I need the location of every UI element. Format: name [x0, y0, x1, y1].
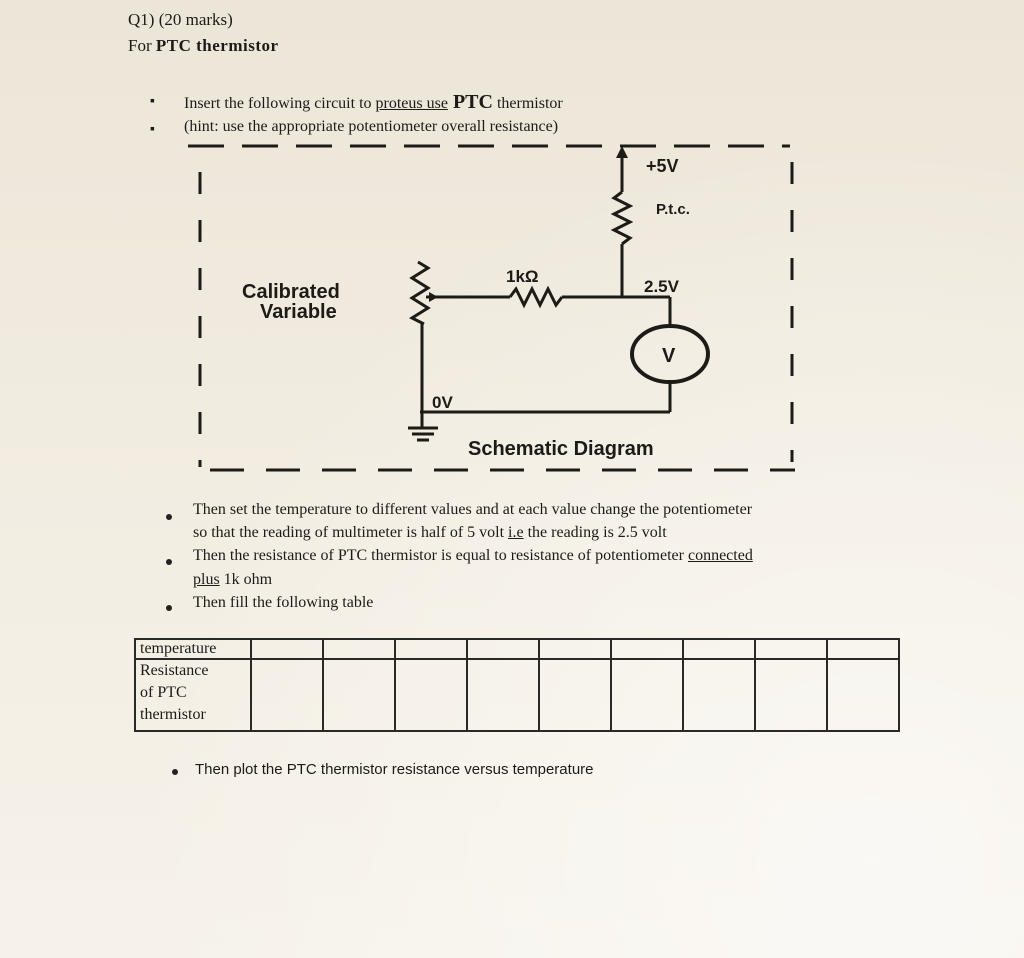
pot-label-2: Variable: [260, 301, 337, 323]
subheading-prefix: For: [128, 36, 156, 55]
table-cell[interactable]: [827, 659, 899, 731]
proteus-link: proteus use: [375, 95, 448, 112]
temperature-header: temperature: [135, 639, 251, 659]
bullet-dot-icon: [166, 559, 172, 565]
table-cell[interactable]: [323, 659, 395, 731]
resistance-header: [135, 659, 251, 731]
table-cell[interactable]: [467, 659, 539, 731]
step-2-text: Then the resistance of PTC thermistor is equal to resistance of potentiometer: [193, 547, 688, 564]
bullet-icon: ▪: [150, 94, 155, 109]
ie-text: i.e: [508, 524, 524, 541]
question-subheading: [128, 36, 279, 56]
instruction-line-2: (hint: use the appropriate potentiometer overall resistance): [184, 118, 559, 135]
table-cell[interactable]: [683, 639, 755, 659]
table-cell[interactable]: [251, 639, 323, 659]
connected-text: connected: [687, 547, 753, 564]
table-cell[interactable]: [395, 639, 467, 659]
table-cell[interactable]: [467, 639, 539, 659]
step-2-line-a: [193, 547, 753, 565]
potentiometer: [412, 262, 428, 324]
wiper-arrow-icon: [429, 292, 438, 302]
bullet-dot-icon: [172, 769, 178, 775]
table-cell[interactable]: [611, 659, 683, 731]
ground-label: 0V: [432, 393, 453, 412]
step-1-text-end: the reading is 2.5 volt: [523, 524, 667, 541]
table-cell[interactable]: [323, 639, 395, 659]
instruction-line-1: [184, 91, 563, 114]
resistor-label: 1kΩ: [506, 267, 539, 286]
table-cell[interactable]: [683, 659, 755, 731]
step-1-text: so that the reading of multimeter is half of 5 volt: [193, 524, 509, 541]
instruction-text-end: thermistor: [492, 95, 563, 112]
table-cell[interactable]: [827, 639, 899, 659]
subheading-topic: PTC thermistor: [155, 36, 279, 55]
table-cell[interactable]: [251, 659, 323, 731]
plus-text: plus: [193, 571, 220, 588]
ptc-label: P.t.c.: [656, 201, 690, 218]
step-2-text-end: 1k ohm: [219, 571, 273, 588]
meter-label: V: [662, 345, 676, 367]
resistance-header-line-3: thermistor: [140, 706, 206, 723]
table-row: [135, 659, 899, 731]
one-k-resistor: [510, 289, 562, 305]
ptc-bold-text: PTC: [447, 91, 493, 113]
table-cell[interactable]: [395, 659, 467, 731]
table-cell[interactable]: [539, 639, 611, 659]
question-heading: Q1) (20 marks): [128, 10, 233, 29]
table-cell[interactable]: [755, 639, 827, 659]
instruction-text: Insert the following circuit to: [184, 95, 376, 112]
table-row: [135, 639, 899, 659]
resistance-header-line-1: Resistance: [140, 662, 209, 679]
circuit-diagram: [180, 132, 810, 482]
step-2-line-b: [193, 571, 272, 589]
bullet-dot-icon: [166, 514, 172, 520]
bullet-icon: ▪: [150, 122, 155, 137]
supply-label: +5V: [646, 156, 679, 176]
step-3-line: Then fill the following table: [193, 594, 374, 611]
pot-label-1: Calibrated: [242, 281, 340, 303]
bullet-dot-icon: [166, 605, 172, 611]
step-1-line-b: [193, 524, 667, 542]
table-cell[interactable]: [539, 659, 611, 731]
step-1-line-a: Then set the temperature to different values and at each value change the potentiometer: [193, 501, 753, 518]
mid-voltage-label: 2.5V: [644, 277, 679, 296]
results-table: [134, 638, 900, 732]
final-step-line: Then plot the PTC thermistor resistance versus temperature: [195, 761, 594, 778]
table-cell[interactable]: [611, 639, 683, 659]
diagram-caption: Schematic Diagram: [468, 438, 654, 460]
resistance-header-line-2: of PTC: [140, 684, 187, 701]
ptc-resistor: [614, 192, 630, 244]
table-cell[interactable]: [755, 659, 827, 731]
supply-arrow-icon: [616, 146, 628, 158]
